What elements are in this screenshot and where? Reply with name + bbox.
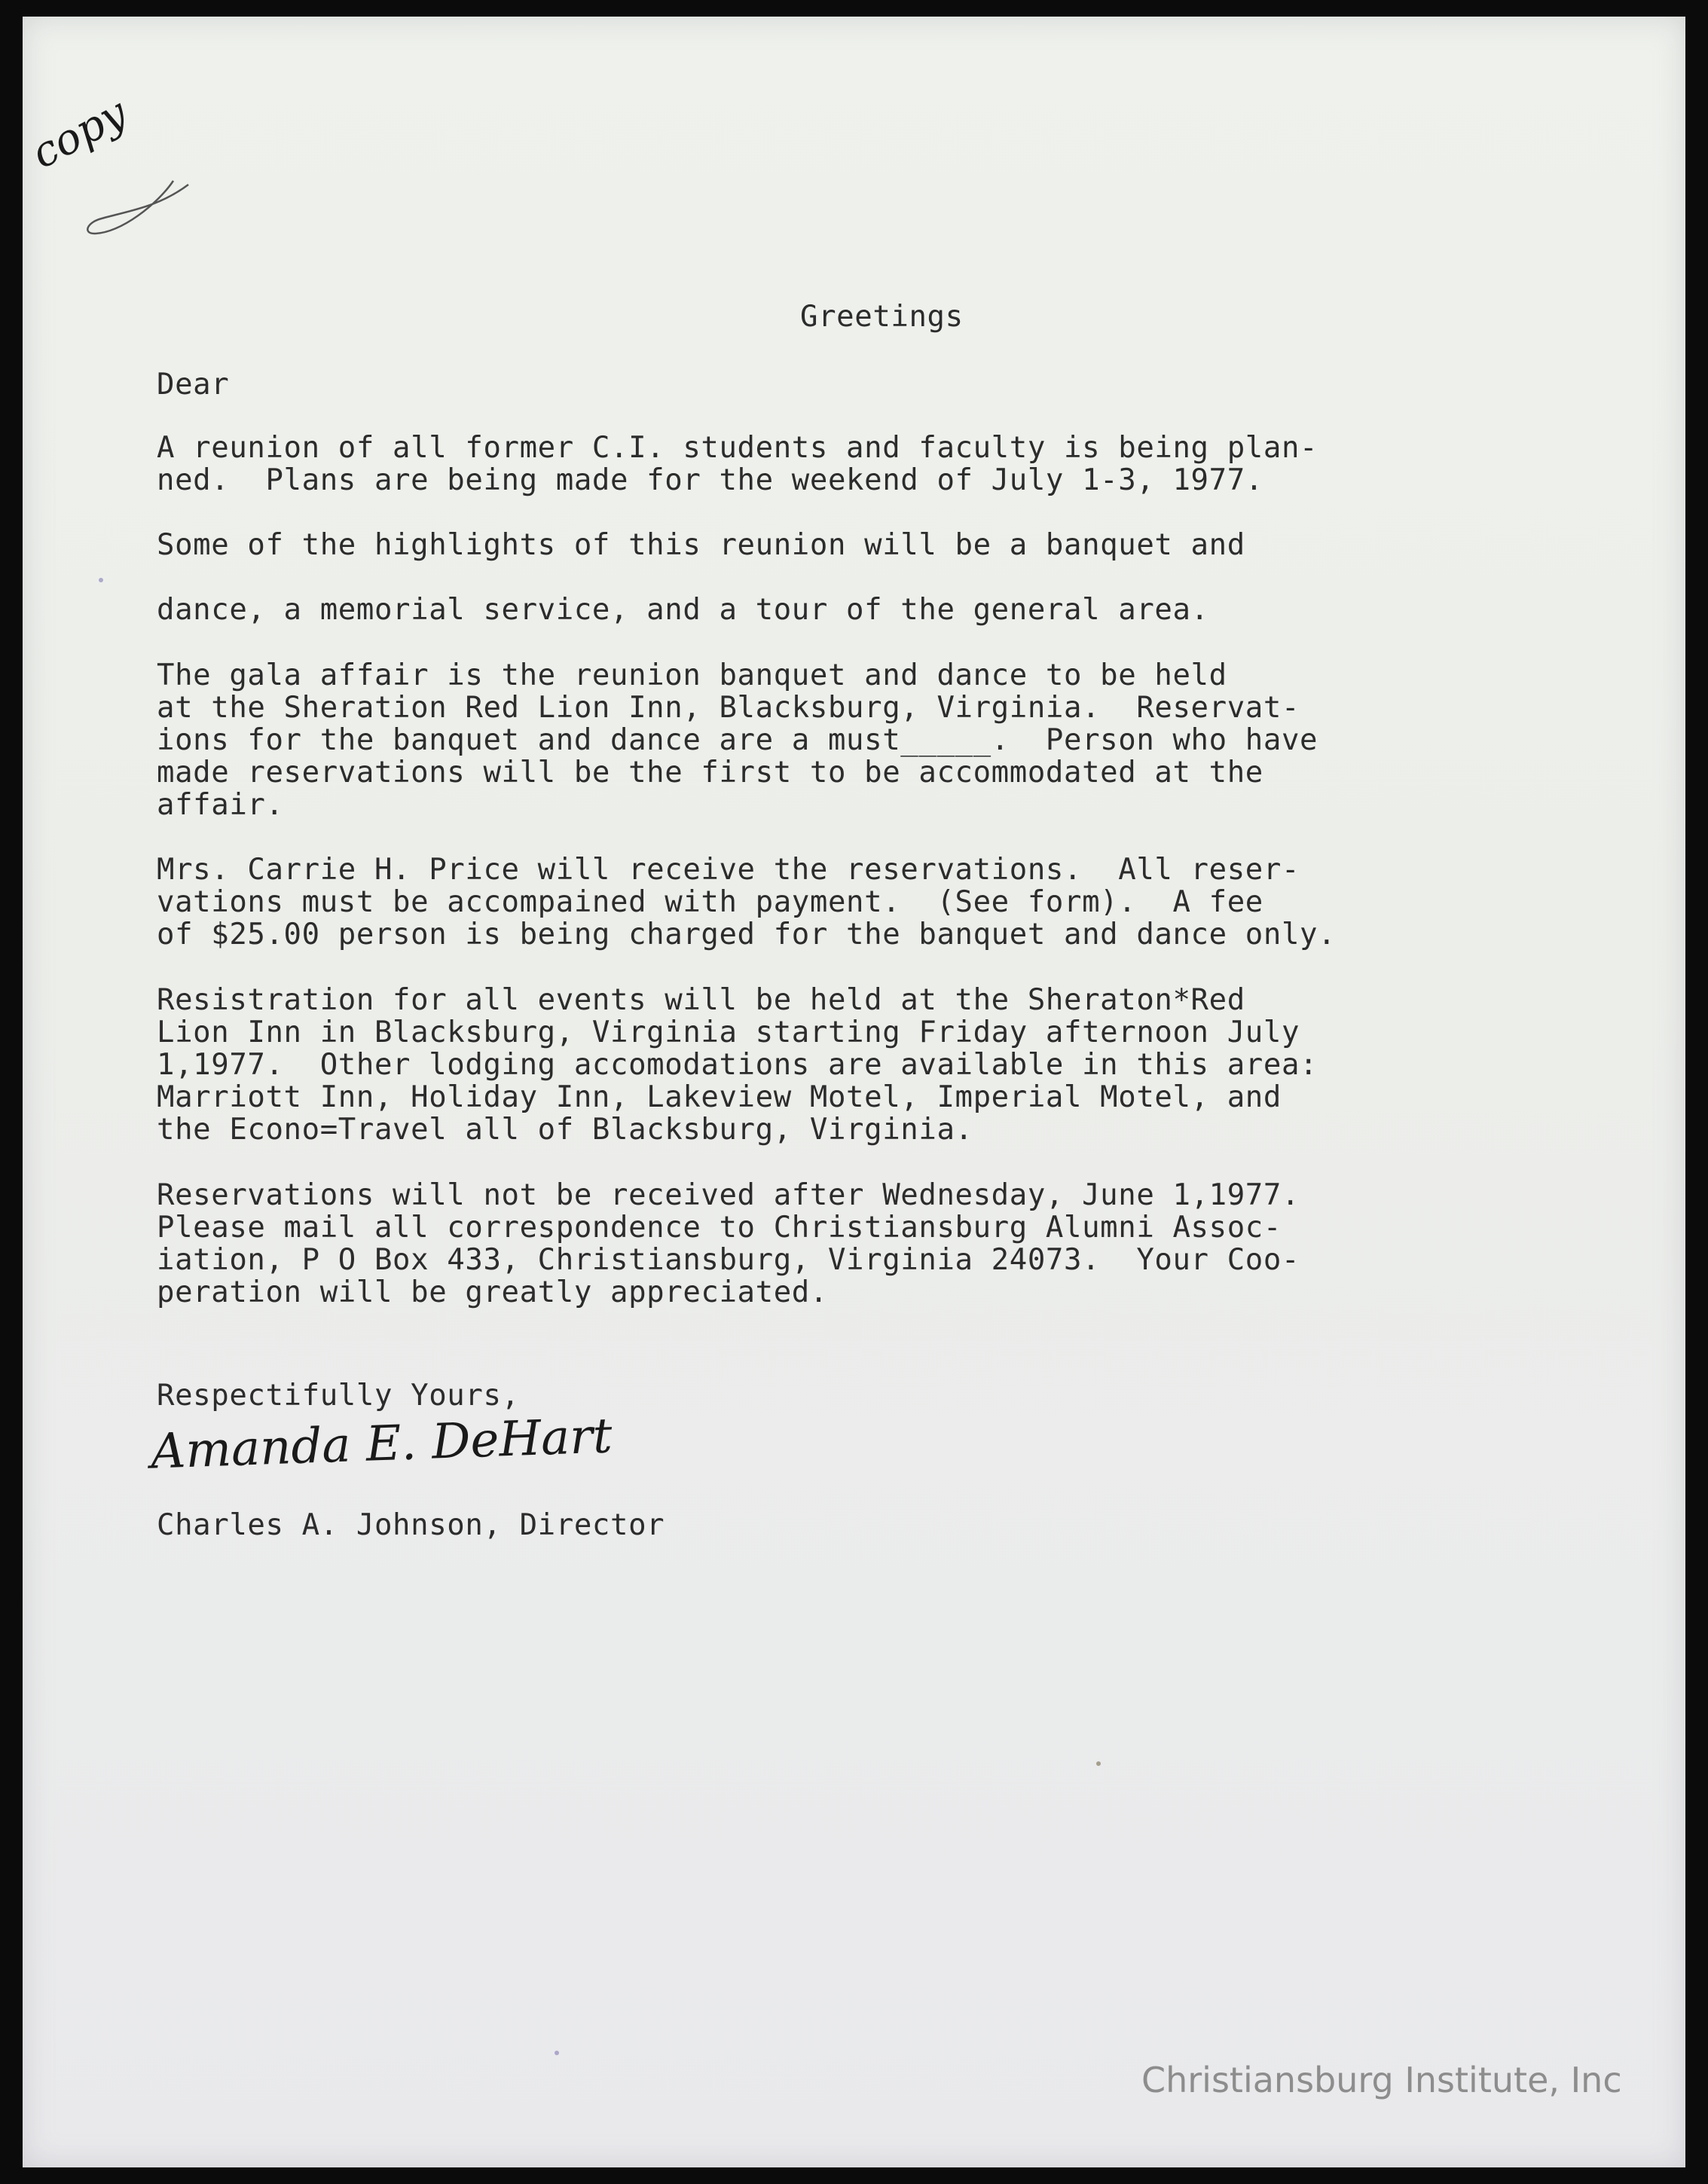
- paragraph-banquet: The gala affair is the reunion banquet and dance to be held at the Sheration Red Lion Inn, Blacksburg, Virginia. Reservat- ions for the banquet and dance are a must_____. Person who have made reservations will be the first to be accommodated at the affair.: [157, 658, 1318, 822]
- paragraph-highlights-1: Some of the highlights of this reunion will be a banquet and: [157, 528, 1245, 562]
- closing: Respectifully Yours,: [157, 1379, 520, 1413]
- signer-name: Charles A. Johnson, Director: [157, 1508, 665, 1542]
- paragraph-highlights-2: dance, a memorial service, and a tour of the general area.: [157, 593, 1209, 627]
- paper-speck: [555, 2051, 559, 2055]
- paper-speck: [99, 578, 103, 582]
- salutation: Dear: [157, 368, 230, 402]
- margin-note-loop: [75, 162, 196, 245]
- watermark: Christiansburg Institute, Inc: [1141, 2060, 1622, 2100]
- handwritten-signature: Amanda E. DeHart: [149, 1408, 613, 1480]
- paragraph-registration: Resistration for all events will be held at the Sheraton*Red Lion Inn in Blacksburg, Virginia starting Friday afternoon July 1,1977. Other lodging accomodations are available in this area: Marriott Inn, Holiday Inn, Lakeview Motel, Imperial Motel, and the Econo=Travel all of Blacksburg, Virginia.: [157, 983, 1318, 1147]
- margin-note-copy: copy: [23, 88, 136, 179]
- letter-title: Greetings: [800, 300, 964, 334]
- paragraph-deadline: Reservations will not be received after Wednesday, June 1,1977. Please mail all correspondence to Christiansburg Alumni Assoc- iation, P O Box 433, Christiansburg, Virginia 24073. Your Coo- peration will be greatly appreciated.: [157, 1178, 1300, 1309]
- paragraph-intro: A reunion of all former C.I. students and faculty is being plan- ned. Plans are being made for the weekend of July 1-3, 1977.: [157, 431, 1318, 497]
- paragraph-reservations: Mrs. Carrie H. Price will receive the reservations. All reser- vations must be accompained with payment. (See form). A fee of $25.00 person is being charged for the banquet and dance only.: [157, 853, 1337, 951]
- paper-speck: [1096, 1761, 1101, 1766]
